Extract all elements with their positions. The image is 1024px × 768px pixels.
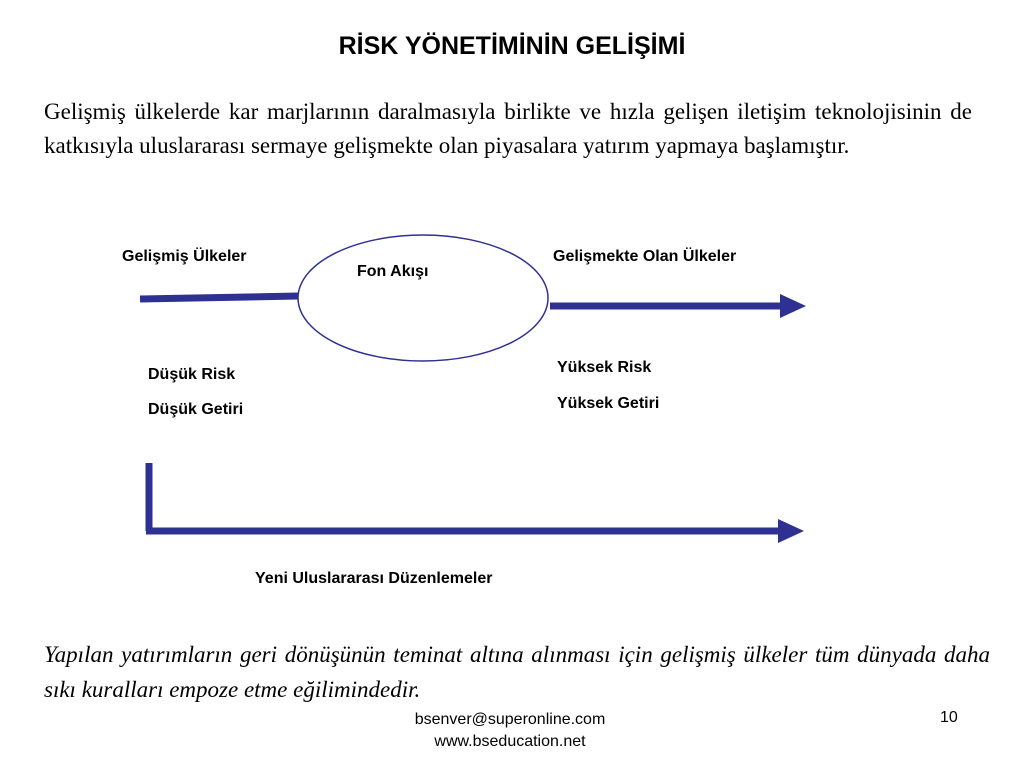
developed-countries-label: Gelişmiş Ülkeler bbox=[122, 248, 247, 265]
fund-flow-ellipse bbox=[298, 235, 548, 361]
low-risk-label: Düşük Risk bbox=[148, 366, 236, 383]
closing-paragraph: Yapılan yatırımların geri dönüşünün teminat altına alınması için gelişmiş ülkeler tüm dünyada daha sıkı kuralları empoze etme eğilimindedir. bbox=[44, 642, 990, 702]
developed-flow-line bbox=[140, 296, 298, 299]
regulation-label: Yeni Uluslararası Düzenlemeler bbox=[255, 570, 493, 587]
footer-email: bsenver@superonline.com bbox=[414, 711, 606, 728]
page-number: 10 bbox=[940, 709, 958, 726]
footer bbox=[370, 709, 650, 753]
high-risk-label: Yüksek Risk bbox=[557, 359, 652, 376]
intro-paragraph: Gelişmiş ülkelerde kar marjlarının daralmasıyla birlikte ve hızla gelişen iletişim teknolojisinin de katkısıyla uluslararası sermaye gelişmekte olan piyasalara yatırım yapmaya başlamıştır. bbox=[44, 99, 972, 158]
fund-flow-label: Fon Akışı bbox=[357, 263, 429, 280]
regulation-arrow-head bbox=[778, 519, 804, 543]
footer-website: www.bseducation.net bbox=[434, 733, 586, 750]
slide-title: RİSK YÖNETİMİNİN GELİŞİMİ bbox=[338, 32, 686, 60]
low-return-label: Düşük Getiri bbox=[148, 401, 244, 418]
developing-flow-arrow-head bbox=[780, 294, 806, 318]
developing-countries-label: Gelişmekte Olan Ülkeler bbox=[553, 248, 737, 265]
high-return-label: Yüksek Getiri bbox=[557, 395, 660, 412]
